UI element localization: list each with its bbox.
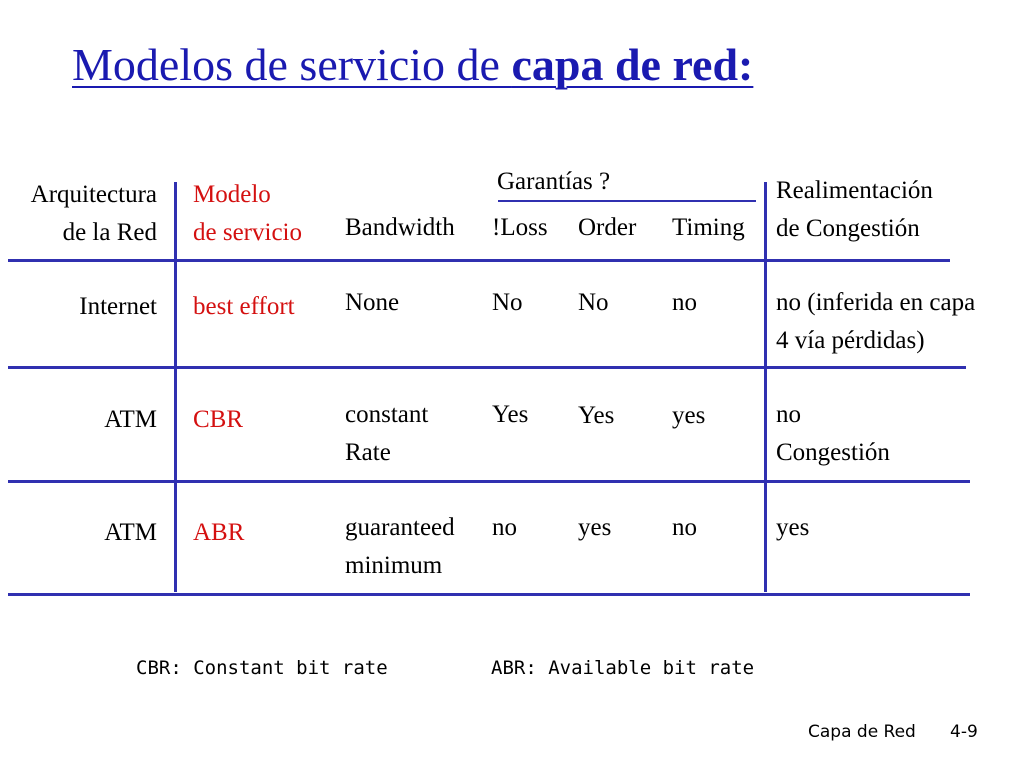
- row-1-order: No: [578, 289, 609, 316]
- row-3-bandwidth: guaranteed minimum: [345, 514, 455, 579]
- guarantees-header: Garantías ?: [497, 168, 611, 195]
- row-2-bandwidth: constant Rate: [345, 401, 429, 466]
- row-2-congestion: no Congestión: [776, 401, 890, 466]
- row-3-timing: no: [672, 514, 697, 541]
- row-1-loss: No: [492, 289, 523, 316]
- header-bandwidth: Bandwidth: [345, 214, 455, 241]
- header-congestion-feedback: Realimentación de Congestión: [776, 177, 933, 242]
- row-2-timing: yes: [672, 402, 706, 429]
- row-2-loss: Yes: [492, 401, 529, 428]
- row-2-service-model: CBR: [193, 406, 244, 433]
- title-bold: capa de red:: [511, 39, 754, 90]
- header-architecture: Arquitectura de la Red: [30, 181, 157, 246]
- table-divider-left: [174, 182, 177, 592]
- table-rule-row-2: [8, 480, 970, 483]
- footer-chapter: Capa de Red: [808, 722, 916, 742]
- table-divider-right: [764, 182, 767, 592]
- row-3-service-model: ABR: [193, 519, 245, 546]
- row-2-architecture: ATM: [104, 406, 157, 433]
- row-3-loss: no: [492, 514, 517, 541]
- row-3-architecture: ATM: [104, 519, 157, 546]
- header-loss: !Loss: [492, 214, 548, 241]
- title-plain: Modelos de servicio de: [72, 39, 512, 90]
- row-3-order: yes: [578, 514, 612, 541]
- table-rule-row-3: [8, 593, 970, 596]
- page-title: [72, 40, 753, 91]
- footer-page-number: 4-9: [950, 722, 978, 742]
- table-rule-header: [8, 259, 950, 262]
- header-order: Order: [578, 214, 637, 241]
- row-1-timing: no: [672, 289, 697, 316]
- row-3-congestion: yes: [776, 514, 810, 541]
- table-rule-row-1: [8, 366, 966, 369]
- guarantees-rule: [498, 200, 756, 202]
- row-1-service-model: best effort: [193, 293, 295, 320]
- row-1-architecture: Internet: [79, 293, 157, 320]
- row-2-order: Yes: [578, 402, 615, 429]
- row-1-congestion: no (inferida en capa 4 vía pérdidas): [776, 289, 976, 354]
- row-1-bandwidth: None: [345, 289, 400, 316]
- header-service-model: Modelo de servicio: [193, 181, 302, 246]
- footnote-abr: ABR: Available bit rate: [491, 657, 755, 679]
- header-timing: Timing: [672, 214, 745, 241]
- footnote-cbr: CBR: Constant bit rate: [136, 657, 388, 679]
